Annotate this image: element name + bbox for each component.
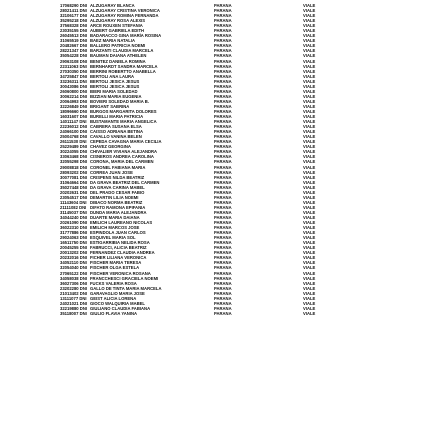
person-name: BERNHARDT SANDRA MARCELA — [90, 63, 158, 69]
school-cell: VIALE — [303, 154, 316, 160]
school-cell: VIALE — [303, 230, 316, 236]
document-number: 32226849 DNI — [60, 103, 88, 109]
person-name: ESTIGARRIBIA NELIDA ROSA — [90, 240, 150, 246]
document-number: 18096660 DNI — [60, 109, 88, 114]
school-cell: VIALE — [303, 3, 316, 9]
city-cell: PARANA — [214, 290, 232, 296]
document-number: 13111077 DNI — [60, 295, 87, 301]
city-cell: PARANA — [214, 93, 232, 99]
city-cell: PARANA — [214, 260, 232, 266]
person-name: EMILICH LAUREANO NICOLAS — [90, 220, 153, 226]
school-cell: VIALE — [303, 214, 316, 220]
person-name: GIULIO FLAVIA YANINA — [90, 310, 137, 316]
person-name: ARCE ROUXEN STEFANIA — [90, 23, 143, 29]
person-name: GALLO DE TINTA MARIA MARCELA — [90, 285, 162, 291]
person-name: BURELLI MARIA PATRICIA — [90, 114, 144, 120]
school-cell: VIALE — [303, 280, 316, 286]
document-number: 26060800 DNI — [60, 88, 88, 94]
document-number: 24066100 DNI — [60, 129, 88, 135]
city-cell: PARANA — [214, 169, 232, 175]
school-cell: VIALE — [303, 270, 316, 276]
person-name: CAISSO ADRIANA BETINA — [90, 129, 143, 135]
city-cell: PARANA — [214, 275, 232, 281]
person-name: BOVIERI SOLEDAD MARIA B. — [90, 98, 149, 104]
school-cell: VIALE — [303, 194, 316, 200]
person-name: ESPINDOLA JUAN CARLOS — [90, 230, 146, 236]
school-cell: VIALE — [303, 78, 316, 84]
person-name: BERTOLI JESICA JESUS — [90, 83, 140, 89]
person-name: CAVALLO VANINA BELEN — [90, 134, 142, 140]
document-number: 29008818 DNI — [60, 164, 88, 170]
school-cell: VIALE — [303, 310, 316, 316]
school-cell: VIALE — [303, 255, 316, 261]
school-cell: VIALE — [303, 63, 316, 69]
city-cell: PARANA — [214, 103, 232, 109]
city-cell: PARANA — [214, 164, 232, 170]
city-cell: PARANA — [214, 300, 232, 306]
document-number: 27030350 DNI — [60, 68, 88, 74]
city-cell: PARANA — [214, 220, 232, 226]
city-cell: PARANA — [214, 58, 232, 64]
city-cell: PARANA — [214, 38, 232, 44]
city-cell: PARANA — [214, 149, 232, 155]
document-number: 30062214 DNI — [60, 93, 88, 99]
city-cell: PARANA — [214, 199, 232, 205]
school-cell: VIALE — [303, 83, 316, 89]
city-cell: PARANA — [214, 154, 232, 160]
school-cell: VIALE — [303, 225, 316, 231]
school-cell: VIALE — [303, 169, 316, 175]
document-number: 16031607 DNI — [60, 114, 88, 120]
document-number: 37568328 DNI — [60, 23, 88, 29]
city-cell: PARANA — [214, 235, 232, 241]
document-number: 33063468 DNI — [60, 154, 88, 160]
person-name: FISCHER VERONICA ROSANA — [90, 270, 151, 276]
school-cell: VIALE — [303, 103, 316, 109]
school-cell: VIALE — [303, 43, 316, 49]
city-cell: PARANA — [214, 129, 232, 135]
document-number: 28021411 DNI — [60, 8, 87, 14]
document-number: 28093202 DNI — [60, 169, 88, 175]
person-name: DIFATO RAMONA EPIFANIA — [90, 204, 146, 210]
school-cell: VIALE — [303, 114, 316, 120]
person-name: FISCHER OLGA ESTELA — [90, 265, 140, 271]
person-name: CRISPENS NILDA BEATRIZ — [90, 174, 145, 180]
document-number: 11143604 DNI — [60, 199, 87, 205]
document-number: 20261090 DNI — [60, 220, 88, 226]
document-number: 32106177 DNI — [60, 13, 88, 19]
person-name: BIERI MARIA SOLEDAD — [90, 88, 138, 94]
person-name: BAUMAN DAIANA ATHELEN — [90, 53, 147, 59]
document-number: 32054040 DNI — [60, 265, 88, 271]
document-number: 35118007 DNI — [60, 310, 87, 316]
school-cell: VIALE — [303, 33, 316, 39]
person-name: FICHER LILIANA VERONICA — [90, 255, 147, 261]
document-number: 31065519 DNI — [60, 38, 88, 44]
person-name: BERRINI ROBERTTO ANABELLA — [90, 68, 156, 74]
city-cell: PARANA — [214, 285, 232, 291]
document-number: 22236012 DNI — [60, 124, 88, 130]
person-name: BRIGANT SABRINA — [90, 103, 130, 109]
school-cell: VIALE — [303, 164, 316, 170]
document-number: 31145037 DNI — [60, 209, 87, 215]
document-number: 30077081 DNI — [60, 174, 88, 180]
school-cell: VIALE — [303, 159, 316, 165]
person-name: BENITEZ DANIELA ROMINA — [90, 58, 146, 64]
document-number: 36027306 DNI — [60, 280, 88, 286]
document-number: 35054228 DNI — [60, 53, 88, 59]
table-row — [60, 311, 320, 316]
school-cell: VIALE — [303, 139, 316, 145]
school-cell: VIALE — [303, 38, 316, 44]
city-cell: PARANA — [214, 28, 232, 34]
school-cell: VIALE — [303, 13, 316, 19]
school-cell: VIALE — [303, 174, 316, 180]
city-cell: PARANA — [214, 225, 232, 231]
city-cell: PARANA — [214, 280, 232, 286]
school-cell: VIALE — [303, 220, 316, 226]
document-number: 31777886 DNI — [60, 230, 88, 236]
document-number: 20013202 DNI — [60, 250, 88, 256]
city-cell: PARANA — [214, 18, 232, 24]
school-cell: VIALE — [303, 58, 316, 64]
school-cell: VIALE — [303, 250, 316, 256]
document-number: 29024063 DNI — [60, 235, 88, 241]
person-name: DA GRAVA BEATRIZ DEL CARMEN — [90, 179, 160, 185]
school-cell: VIALE — [303, 134, 316, 140]
person-name: BURGOS MARGARITA DOLORES — [90, 109, 157, 114]
city-cell: PARANA — [214, 98, 232, 104]
city-cell: PARANA — [214, 43, 232, 49]
city-cell: PARANA — [214, 159, 232, 165]
school-cell: VIALE — [303, 18, 316, 24]
document-number: 26045513 DNI — [60, 33, 88, 39]
school-cell: VIALE — [303, 285, 316, 291]
city-cell: PARANA — [214, 240, 232, 246]
school-cell: VIALE — [303, 300, 316, 306]
document-number: 23202280 DNI — [60, 285, 88, 291]
person-name: ESQUIVEL MARIA SOL — [90, 235, 136, 241]
person-name: ALZUGARAY CRISTINA VERONICA — [90, 8, 160, 14]
school-cell: VIALE — [303, 23, 316, 29]
person-name: CORREA JUAN JOSE — [90, 169, 133, 175]
person-name: CORONA, MARIA DEL CARMEN — [90, 159, 154, 165]
person-name: ALZUGARAY BLANCA — [90, 3, 135, 9]
city-cell: PARANA — [214, 63, 232, 69]
person-name: GIULIANO CLAUDIA FABIANA — [90, 305, 151, 311]
document-number: 35295218 DNI — [60, 18, 88, 24]
school-cell: VIALE — [303, 184, 316, 190]
city-cell: PARANA — [214, 255, 232, 261]
school-cell: VIALE — [303, 93, 316, 99]
person-name: FERNANDEZ CLAUDIA ANDREA — [90, 250, 155, 256]
voter-list-page — [60, 3, 320, 316]
person-name: AUBERT GABRIELA EDITH — [90, 28, 145, 34]
document-number: 25229489 DNI — [60, 144, 88, 150]
city-cell: PARANA — [214, 209, 232, 215]
document-number: 32055298 DNI — [60, 159, 88, 165]
document-number: 23054517 DNI — [60, 194, 88, 200]
school-cell: VIALE — [303, 53, 316, 59]
document-number: 31064664 DNI — [60, 179, 88, 185]
person-name: DIBACO NORMA BEATRIZ — [90, 199, 143, 205]
person-name: BUSTAMANTE MARIA ANGELICA — [90, 119, 157, 125]
school-cell: VIALE — [303, 275, 316, 281]
document-number: 21111082 DNI — [60, 204, 87, 210]
document-number: 33236311 DNI — [60, 78, 87, 84]
document-number: 16511750 DNI — [60, 240, 87, 246]
document-number: 26111530 DNI — [60, 139, 87, 145]
person-name: BIZZIAN MARIA EUGENIA — [90, 93, 142, 99]
document-number: 20202631 DNI — [60, 189, 88, 195]
city-cell: PARANA — [214, 305, 232, 311]
person-name: DEL PRADO CESAR FABIO — [90, 189, 145, 195]
city-cell: PARANA — [214, 189, 232, 195]
document-number: 24021021 DNI — [60, 300, 88, 306]
city-cell: PARANA — [214, 144, 232, 150]
school-cell: VIALE — [303, 305, 316, 311]
city-cell: PARANA — [214, 295, 232, 301]
school-cell: VIALE — [303, 265, 316, 271]
school-cell: VIALE — [303, 68, 316, 74]
person-name: GEIST ALICIA LORENA — [90, 295, 137, 301]
city-cell: PARANA — [214, 53, 232, 59]
school-cell: VIALE — [303, 149, 316, 155]
city-cell: PARANA — [214, 230, 232, 236]
school-cell: VIALE — [303, 119, 316, 125]
school-cell: VIALE — [303, 73, 316, 79]
school-cell: VIALE — [303, 295, 316, 301]
city-cell: PARANA — [214, 204, 232, 210]
school-cell: VIALE — [303, 129, 316, 135]
school-cell: VIALE — [303, 189, 316, 195]
city-cell: PARANA — [214, 88, 232, 94]
city-cell: PARANA — [214, 3, 232, 9]
city-cell: PARANA — [214, 68, 232, 74]
document-number: 23035155 DNI — [60, 28, 88, 34]
city-cell: PARANA — [214, 48, 232, 54]
city-cell: PARANA — [214, 134, 232, 140]
document-number: 14011147 DNI — [60, 119, 87, 125]
person-name: BAEZ MARIA NATALIA — [90, 38, 136, 44]
city-cell: PARANA — [214, 245, 232, 251]
document-number: 34058038 DNI — [60, 275, 88, 281]
school-cell: VIALE — [303, 199, 316, 205]
school-cell: VIALE — [303, 240, 316, 246]
school-cell: VIALE — [303, 245, 316, 251]
city-cell: PARANA — [214, 114, 232, 120]
school-cell: VIALE — [303, 28, 316, 34]
school-cell: VIALE — [303, 179, 316, 185]
document-number: 25004768 DNI — [60, 134, 88, 140]
document-number: 30043086 DNI — [60, 83, 88, 89]
city-cell: PARANA — [214, 78, 232, 84]
school-cell: VIALE — [303, 290, 316, 296]
school-cell: VIALE — [303, 109, 316, 114]
document-number: 32219880 DNI — [60, 305, 88, 311]
city-cell: PARANA — [214, 23, 232, 29]
person-name: BALLERO PATRICIA NOEMI — [90, 43, 146, 49]
city-cell: PARANA — [214, 13, 232, 19]
document-number: 20232016 DNI — [60, 255, 88, 261]
document-number: 36022310 DNI — [60, 225, 88, 231]
person-name: CHIVALIER VIVIANA ALEJANDRA — [90, 149, 158, 155]
person-name: ALZUGARAY ROMINA FERNANDA — [90, 13, 159, 19]
document-number: 20064993 DNI — [60, 98, 88, 104]
person-name: ALZUGARAY ROSA ALEXIS — [90, 18, 146, 24]
person-name: GIOCO WALQUIRIA MABEL — [90, 300, 145, 306]
city-cell: PARANA — [214, 310, 232, 316]
document-number: 28221347 DNI — [60, 48, 88, 54]
city-cell: PARANA — [214, 174, 232, 180]
city-cell: PARANA — [214, 265, 232, 271]
document-number: 34044240 DNI — [60, 214, 88, 220]
city-cell: PARANA — [214, 184, 232, 190]
person-name: BADARACCO GINA MARÍA ROSINA — [90, 33, 162, 39]
document-number: 22311063 DNI — [60, 63, 87, 69]
document-number: 29063108 DNI — [60, 58, 88, 64]
person-name: FUCKS VALERIA ROSA — [90, 280, 137, 286]
person-name: FISCHER MARIA TERESA — [90, 260, 142, 266]
person-name: BARZANTI CLAUDIA MARCELA — [90, 48, 154, 54]
person-name: CHAVEZ GEORGINA — [90, 144, 131, 150]
city-cell: PARANA — [214, 250, 232, 256]
city-cell: PARANA — [214, 109, 232, 114]
person-name: GARAVAGLIO MARIA JOSE — [90, 290, 145, 296]
school-cell: VIALE — [303, 235, 316, 241]
school-cell: VIALE — [303, 88, 316, 94]
person-name: DA GRAVA CARINA MABEL — [90, 184, 145, 190]
person-name: BERTOLI ANA LAURA — [90, 73, 135, 79]
document-number: 20482667 DNI — [60, 43, 88, 49]
school-cell: VIALE — [303, 124, 316, 130]
city-cell: PARANA — [214, 214, 232, 220]
school-cell: VIALE — [303, 48, 316, 54]
person-name: DUARTE MARIA DAIANA — [90, 214, 140, 220]
city-cell: PARANA — [214, 33, 232, 39]
person-name: CEPEDA CAVAGNA MARIA CECILIA — [90, 139, 162, 145]
document-number: 30224055 DNI — [60, 149, 88, 155]
document-number: 34052110 DNI — [60, 260, 87, 266]
person-name: FRANCCHESCI GRACIELA NOEMI — [90, 275, 159, 281]
person-name: BERTOLI JESICA JESUS — [90, 78, 140, 84]
city-cell: PARANA — [214, 179, 232, 185]
document-number: 20045255 DNI — [60, 245, 88, 251]
school-cell: VIALE — [303, 260, 316, 266]
document-number: 34725847 DNI — [60, 73, 88, 79]
school-cell: VIALE — [303, 204, 316, 210]
school-cell: VIALE — [303, 209, 316, 215]
school-cell: VIALE — [303, 144, 316, 150]
document-number: 35027448 DNI — [60, 184, 88, 190]
person-name: EMILICH MARCOS JOSE — [90, 225, 140, 231]
school-cell: VIALE — [303, 98, 316, 104]
person-name: CABRERA SUSANA ELSA — [90, 124, 142, 130]
city-cell: PARANA — [214, 83, 232, 89]
city-cell: PARANA — [214, 119, 232, 125]
document-number: 17068290 DNI — [60, 3, 88, 9]
person-name: CORONEL FABIANA MARIA — [90, 164, 146, 170]
document-number: 21013402 DNI — [60, 290, 88, 296]
city-cell: PARANA — [214, 139, 232, 145]
person-name: DUNDA MARIA ALEJANDRA — [90, 209, 147, 215]
city-cell: PARANA — [214, 270, 232, 276]
school-cell: VIALE — [303, 8, 316, 14]
document-number: 27065122 DNI — [60, 270, 88, 276]
city-cell: PARANA — [214, 73, 232, 79]
person-name: DEMARTIN LILIA NOEMI — [90, 194, 139, 200]
person-name: CISNEROS ANDREA CAROLINA — [90, 154, 154, 160]
city-cell: PARANA — [214, 194, 232, 200]
person-name: FABRUCCI, ALICIA BEATRIZ — [90, 245, 147, 251]
city-cell: PARANA — [214, 8, 232, 14]
city-cell: PARANA — [214, 124, 232, 130]
